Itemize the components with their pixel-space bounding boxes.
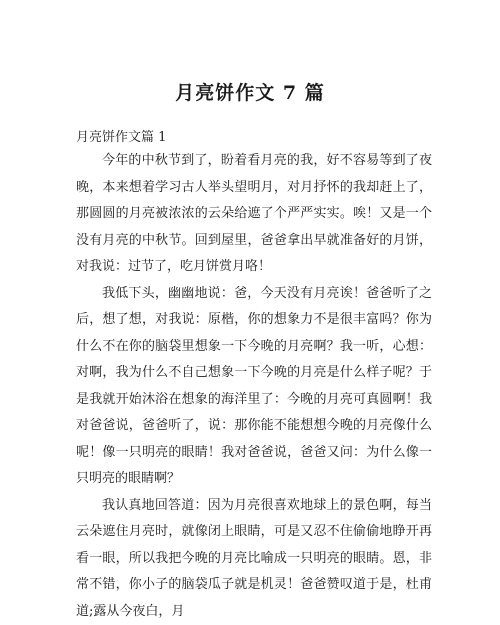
paragraph: 我认真地回答道：因为月亮很喜欢地球上的景色啊，每当云朵遮住月亮时，就像闭上眼睛，可是又忍不住偷偷地睁开再看一眼，所以我把今晚的月亮比喻成一只明亮的眼睛。恩，非常不错，你小子的脑袋瓜子就是机灵！爸爸赞叹道于是，杜甫道;露从今夜白，月 [76, 493, 432, 625]
document-title: 月亮饼作文 7 篇 [0, 78, 500, 105]
paragraph: 我低下头，幽幽地说：爸，今天没有月亮诶！爸爸听了之后，想了想，对我说：原楷，你的想象力不是很丰富吗？你为什么不在你的脑袋里想象一下今晚的月亮啊？我一听，心想：对啊，我为什么不自己想象一下今晚的月亮是什么样子呢？于是我就开始沐浴在想象的海洋里了：今晚的月亮可真圆啊！我对爸爸说，爸爸听了，说：那你能不能想想今晚的月亮像什么呢！像一只明亮的眼睛！我对爸爸说，爸爸又问：为什么像一只明亮的眼睛啊？ [76, 281, 432, 493]
paragraph: 今年的中秋节到了，盼着看月亮的我，好不容易等到了夜晚，本来想着学习古人举头望明月，对月抒怀的我却赶上了，那圆圆的月亮被浓浓的云朵给遮了个严严实实。唉！又是一个没有月亮的中秋节。回到屋里，爸爸拿出早就准备好的月饼，对我说：过节了，吃月饼赏月咯！ [76, 148, 432, 281]
section-heading: 月亮饼作文篇 1 [76, 126, 166, 145]
document-body [76, 148, 432, 625]
